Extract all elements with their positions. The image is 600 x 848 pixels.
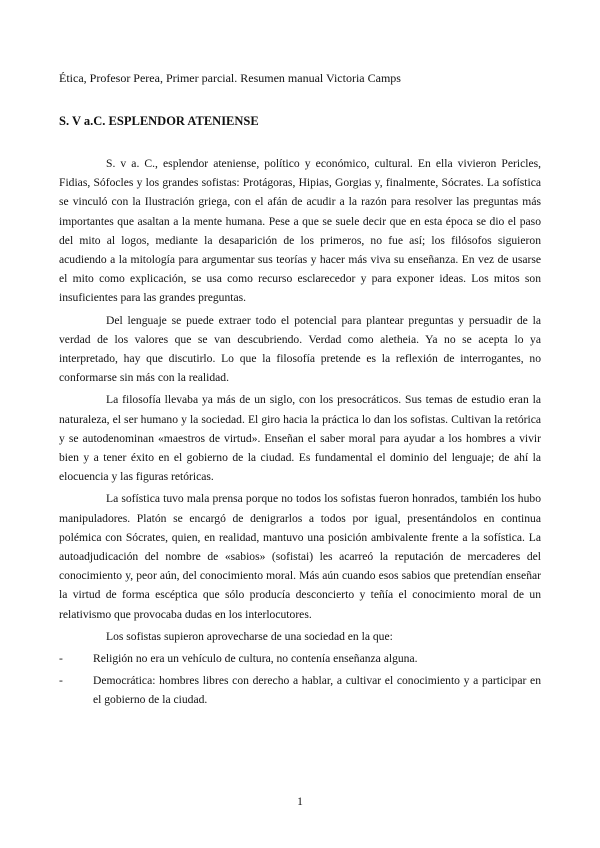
paragraph-philosophy: La filosofía llevaba ya más de un siglo, con los presocráticos. Sus temas de estudio eran la naturaleza, el ser humano y la sociedad. El giro hacia la práctica lo dan los sofistas. Cultivan la retórica y se autodenominan «maestros de virtud». Enseñan el saber moral para ayudar a los hombres a vivir bien y a tener éxito en el gobierno de la ciudad. Es fundamental el dominio del lenguaje; de ahí la elocuencia y las figuras retóricas. [59, 393, 541, 484]
list-item-text: Religión no era un vehículo de cultura, no contenía enseñanza alguna. [93, 652, 418, 666]
list-marker: - [59, 674, 63, 688]
document-header: Ética, Profesor Perea, Primer parcial. Resumen manual Victoria Camps [59, 71, 401, 85]
list-item [59, 671, 541, 709]
paragraph-intro: S. v a. C., esplendor ateniense, político y económico, cultural. En ella vivieron Pericles, Fidias, Sófocles y los grandes sofistas: Protágoras, Hipias, Gorgias y, finalmente, Sócrates. La sofística se vinculó con la Ilustración griega, con el afán de acudir a la razón para resolver las preguntas más importantes que asaltan a la mente humana. Pese a que se suele decir que en esta época se dio el paso del mito al logos, mediante la desaparición de los primeros, no fue así; los filósofos siguieron acudiendo a la mitología para argumentar sus teorías y hacer más viva su enseñanza. En vez de usarse el mito como explicación, se usa como recurso esclarecedor y para exponer ideas. Los mitos son insuficientes para las grandes preguntas. [59, 157, 541, 305]
list-item [59, 649, 541, 668]
document-body [59, 154, 541, 713]
paragraph-sophistry: La sofística tuvo mala prensa porque no todos los sofistas fueron honrados, también los hubo manipuladores. Platón se encargó de denigrarlos a todos por igual, presentándolos en continua polémica con Sócrates, quien, en realidad, mantuvo una posición ambivalente frente a la sofística. La autoadjudicación del nombre de «sabios» (sofistai) les acarreó la reputación de mercaderes del conocimiento y, peor aún, del conocimiento moral. Más aún cuando esos sabios que pretendían enseñar la virtud de forma escéptica que sólo producía desconcierto y teñía el conocimiento moral de un relativismo que provocaba dudas en los interlocutores. [59, 492, 541, 621]
list-marker: - [59, 652, 63, 666]
section-title: S. V a.C. ESPLENDOR ATENIENSE [59, 114, 259, 128]
paragraph-society: Los sofistas supieron aprovecharse de una sociedad en la que: [106, 629, 393, 643]
list-item-text: Democrática: hombres libres con derecho a hablar, a cultivar el conocimiento y a participar en el gobierno de la ciudad. [93, 674, 541, 707]
paragraph-language: Del lenguaje se puede extraer todo el potencial para plantear preguntas y persuadir de la verdad de los valores que se van descubriendo. Verdad como aletheia. Ya no se acepta lo ya interpretado, hay que discutirlo. Lo que la filosofía pretende es la reflexión de interrogantes, no conformarse sin más con la realidad. [59, 313, 541, 385]
society-list [59, 649, 541, 710]
page-number: 1 [297, 796, 303, 808]
